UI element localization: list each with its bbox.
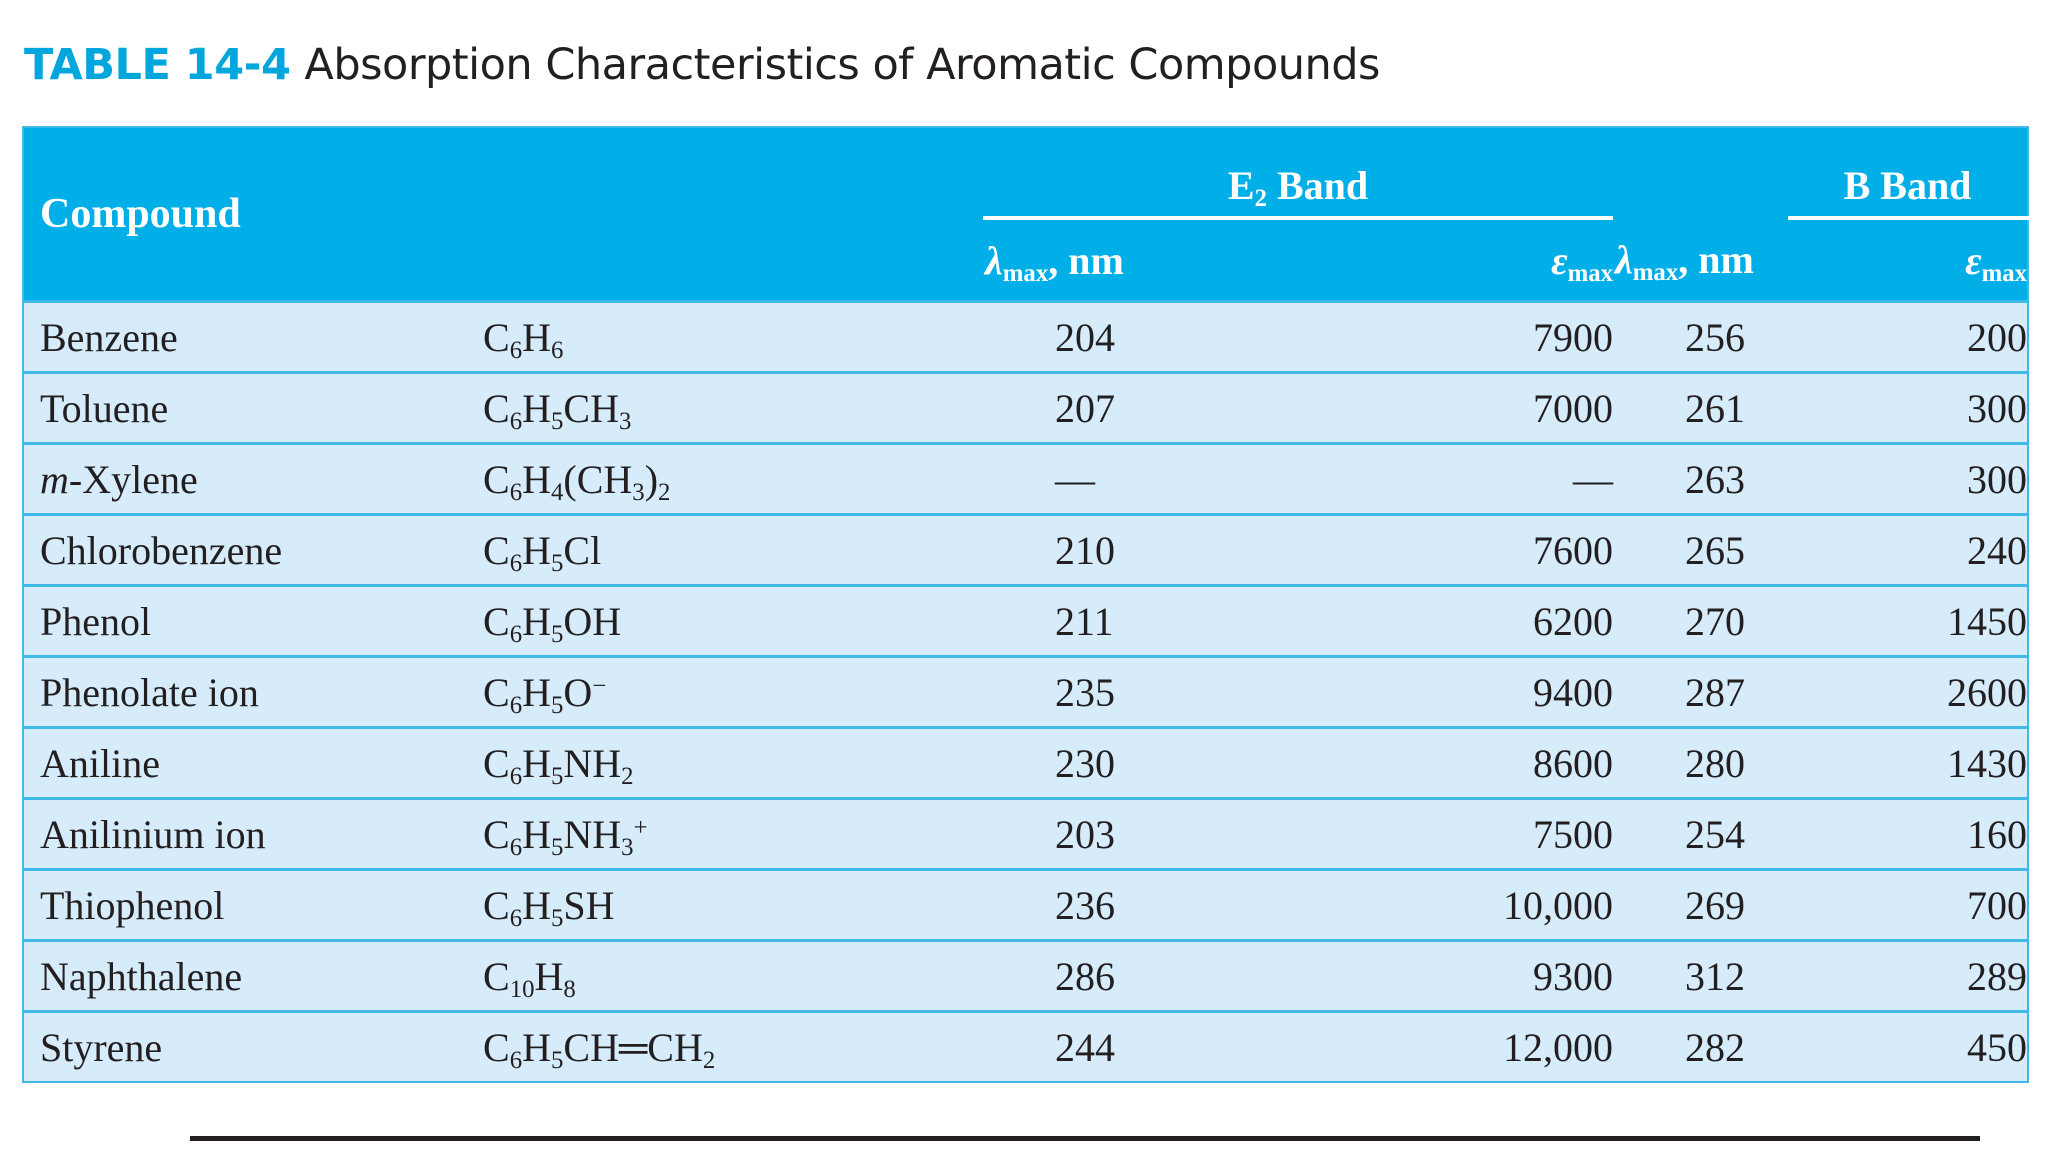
e2-lambda-value: 203 <box>983 799 1438 870</box>
table-number: TABLE 14-4 <box>24 40 291 90</box>
compound-name: Phenolate ion <box>23 657 483 728</box>
compound-formula: $C_6H_6$ <box>483 302 983 373</box>
b-epsilon-value: 700 <box>1788 870 2028 941</box>
table-caption <box>24 40 1380 90</box>
compound-name: Thiophenol <box>23 870 483 941</box>
b-epsilon-value: 2600 <box>1788 657 2028 728</box>
table-row <box>23 515 2028 586</box>
b-lambda-value: 312 <box>1613 941 1788 1012</box>
table-row <box>23 799 2028 870</box>
compound-name: Aniline <box>23 728 483 799</box>
compound-name: Chlorobenzene <box>23 515 483 586</box>
e2-lambda-header: $\lambda_{max}$, nm <box>983 218 1438 302</box>
compound-formula: $C_6H_5NH_3^+$ <box>483 799 983 870</box>
e2-epsilon-value: 9300 <box>1438 941 1613 1012</box>
e2-epsilon-value: 6200 <box>1438 586 1613 657</box>
b-epsilon-header: $\varepsilon_{max}$ <box>1788 218 2028 302</box>
formula-header <box>483 127 983 302</box>
compound-formula: $C_6H_4(CH_3)_2$ <box>483 444 983 515</box>
e2-band-header: $E_2$ Band <box>983 127 1613 218</box>
b-epsilon-value: 1430 <box>1788 728 2028 799</box>
e2-epsilon-value: 7500 <box>1438 799 1613 870</box>
b-lambda-value: 282 <box>1613 1012 1788 1083</box>
absorption-table <box>22 126 2029 1083</box>
e2-lambda-value: 286 <box>983 941 1438 1012</box>
table-row <box>23 657 2028 728</box>
compound-name: Anilinium ion <box>23 799 483 870</box>
b-band-header: B Band <box>1788 127 2028 218</box>
compound-formula: $C_6H_5OH$ <box>483 586 983 657</box>
compound-formula: $C_6H_5CH_3$ <box>483 373 983 444</box>
compound-name: Styrene <box>23 1012 483 1083</box>
compound-name: m-Xylene <box>23 444 483 515</box>
e2-epsilon-value: — <box>1438 444 1613 515</box>
table-row <box>23 941 2028 1012</box>
e2-lambda-value: 207 <box>983 373 1438 444</box>
b-epsilon-value: 450 <box>1788 1012 2028 1083</box>
e2-epsilon-value: 8600 <box>1438 728 1613 799</box>
compound-header: Compound <box>23 127 483 302</box>
compound-formula: $C_6H_5SH$ <box>483 870 983 941</box>
table-title: Absorption Characteristics of Aromatic Compounds <box>304 40 1380 90</box>
compound-formula: $C_6H_5CH═CH_2$ <box>483 1012 983 1083</box>
band-gap <box>1613 127 1788 218</box>
b-lambda-value: 280 <box>1613 728 1788 799</box>
table-row <box>23 302 2028 373</box>
table-row <box>23 870 2028 941</box>
e2-epsilon-value: 7900 <box>1438 302 1613 373</box>
e2-epsilon-header: $\varepsilon_{max}$ <box>1438 218 1613 302</box>
compound-name: Phenol <box>23 586 483 657</box>
b-lambda-value: 261 <box>1613 373 1788 444</box>
e2-lambda-value: 230 <box>983 728 1438 799</box>
e2-epsilon-value: 7600 <box>1438 515 1613 586</box>
e2-epsilon-value: 9400 <box>1438 657 1613 728</box>
b-lambda-value: 270 <box>1613 586 1788 657</box>
e2-epsilon-value: 7000 <box>1438 373 1613 444</box>
b-lambda-value: 254 <box>1613 799 1788 870</box>
compound-formula: $C_6H_5O^-$ <box>483 657 983 728</box>
table-row <box>23 728 2028 799</box>
b-epsilon-value: 160 <box>1788 799 2028 870</box>
e2-lambda-value: 210 <box>983 515 1438 586</box>
e2-lambda-value: 204 <box>983 302 1438 373</box>
table-row <box>23 444 2028 515</box>
b-epsilon-value: 289 <box>1788 941 2028 1012</box>
compound-formula: $C_{10}H_8$ <box>483 941 983 1012</box>
e2-lambda-value: 236 <box>983 870 1438 941</box>
b-lambda-value: 263 <box>1613 444 1788 515</box>
table-row <box>23 373 2028 444</box>
b-lambda-header: $\lambda_{max}$, nm <box>1613 218 1788 302</box>
b-lambda-value: 256 <box>1613 302 1788 373</box>
b-lambda-value: 269 <box>1613 870 1788 941</box>
e2-lambda-value: 244 <box>983 1012 1438 1083</box>
b-lambda-value: 287 <box>1613 657 1788 728</box>
e2-epsilon-value: 10,000 <box>1438 870 1613 941</box>
compound-name: Benzene <box>23 302 483 373</box>
b-lambda-value: 265 <box>1613 515 1788 586</box>
b-epsilon-value: 240 <box>1788 515 2028 586</box>
b-epsilon-value: 300 <box>1788 373 2028 444</box>
table-row <box>23 586 2028 657</box>
compound-formula: $C_6H_5Cl$ <box>483 515 983 586</box>
e2-lambda-value: — <box>983 444 1438 515</box>
compound-formula: $C_6H_5NH_2$ <box>483 728 983 799</box>
table-row <box>23 1012 2028 1083</box>
bottom-rule <box>190 1136 1980 1141</box>
e2-epsilon-value: 12,000 <box>1438 1012 1613 1083</box>
b-epsilon-value: 1450 <box>1788 586 2028 657</box>
compound-name: Naphthalene <box>23 941 483 1012</box>
e2-lambda-value: 235 <box>983 657 1438 728</box>
b-epsilon-value: 300 <box>1788 444 2028 515</box>
compound-name: Toluene <box>23 373 483 444</box>
b-epsilon-value: 200 <box>1788 302 2028 373</box>
e2-lambda-value: 211 <box>983 586 1438 657</box>
